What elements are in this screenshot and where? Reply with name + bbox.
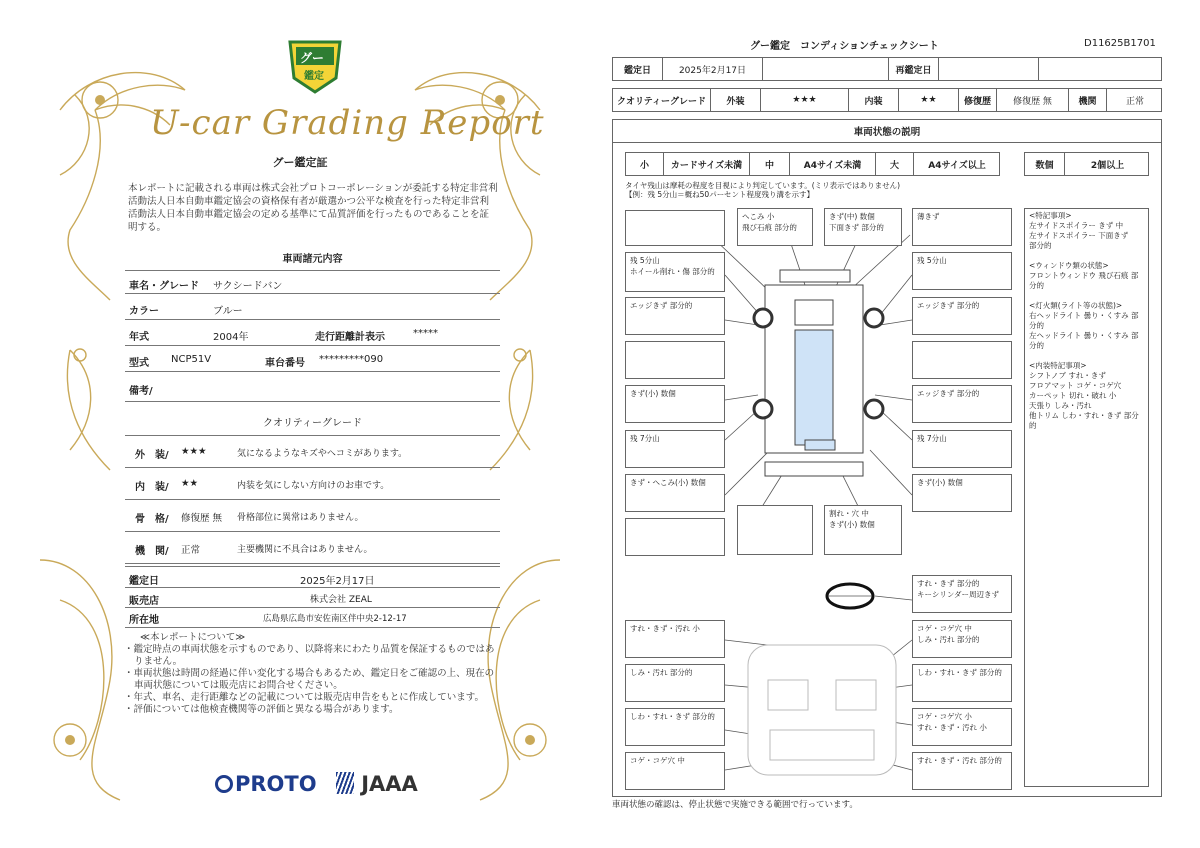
logo-area	[215, 772, 418, 796]
proto-logo-icon	[215, 775, 233, 793]
note-item: ・車両状態は時間の経過に伴い変化する場合もあるため、鑑定日をご確認の上、現在の車両状態については販売店にお問合せください。	[124, 668, 495, 691]
special-item: 左サイドスポイラー 下面きず	[1029, 231, 1129, 240]
ext-box-right-1: 薄きず	[912, 208, 1012, 246]
exterior-label: 外装	[711, 89, 761, 111]
ext-box-left-5: きず(小) 数個	[625, 385, 725, 423]
info-row-address	[125, 608, 500, 628]
spec-row-year	[125, 320, 500, 346]
jaaa-logo-icon	[336, 772, 354, 794]
quality-row	[125, 468, 500, 500]
script-title: U-car Grading Report	[150, 103, 545, 143]
special-item: 部分的	[1029, 241, 1052, 250]
ext-box-left-7: きず・へこみ(小) 数個	[625, 474, 725, 512]
window-item: フロントウィンドウ 飛び石痕 部分的	[1029, 271, 1139, 290]
quality-grade: ★★	[181, 478, 199, 489]
certificate-body: 本レポートに記載される車両は株式会社プロトコーポレーションが委託する特定非営利活動法人日本自動車鑑定協会の資格保有者が厳選かつ公平な検査を行った特定非営利活動法人日本自動車鑑定協会の定める基準にて品質評価を行ったものであることを証明する。	[128, 183, 498, 233]
info-row-date	[125, 566, 500, 588]
engine-label: 機関	[1069, 89, 1107, 111]
redate-label: 再鑑定日	[889, 58, 939, 80]
size-mid: 中	[750, 153, 790, 175]
year-value: 2004年	[213, 332, 249, 343]
int-box-left-3: しわ・すれ・きず 部分的	[625, 708, 725, 746]
date-label: 鑑定日	[129, 576, 159, 587]
interior-item: シフトノブ すれ・きず	[1029, 371, 1106, 380]
badge-top-text: グー	[300, 51, 325, 65]
jaaa-logo-text: JAAA	[361, 772, 418, 796]
ext-box-left-2: 残 5分山 ホイール削れ・傷 部分的	[625, 252, 725, 292]
spec-row-remarks	[125, 372, 500, 402]
date-value: 2025年2月17日	[300, 576, 375, 587]
color-value: ブルー	[213, 306, 243, 317]
color-label: カラー	[129, 306, 159, 317]
int-box-right-2: しわ・すれ・きず 部分的	[912, 664, 1012, 702]
repair-label: 修復歴	[959, 89, 997, 111]
ext-box-top-2: きず(中) 数個 下面きず 部分的	[824, 208, 902, 246]
special-heading: <特記事項>	[1029, 211, 1072, 220]
size-mid-desc: A4サイズ未満	[790, 153, 876, 175]
condition-title: 車両状態の説明	[612, 119, 1162, 143]
quality-row	[125, 500, 500, 532]
quality-desc: 骨格部位に異常はありません。	[237, 513, 364, 523]
special-item: 左サイドスポイラー きず 中	[1029, 221, 1124, 230]
date-label: 鑑定日	[613, 58, 663, 80]
quality-desc: 内装を気にしない方向けのお車です。	[237, 481, 390, 491]
ext-box-right-6: 残 7分山	[912, 430, 1012, 468]
year-label: 年式	[129, 332, 149, 343]
spec-row-model	[125, 346, 500, 372]
name-label: 車名・グレード	[129, 281, 199, 292]
ext-box-right-7: きず(小) 数個	[912, 474, 1012, 512]
report-id: D11625B1701	[1084, 38, 1156, 49]
quality-label: 外 装/	[135, 450, 169, 461]
quality-label: 機 関/	[135, 546, 169, 557]
interior-item: カーペット 切れ・破れ 小	[1029, 391, 1117, 400]
int-box-left-1: すれ・きず・汚れ 小	[625, 620, 725, 658]
mileage-value: *****	[413, 328, 438, 339]
quality-row	[125, 436, 500, 468]
lights-item: 左ヘッドライト 曇り・くすみ 部分的	[1029, 331, 1139, 350]
info-row-shop	[125, 588, 500, 608]
proto-logo-text: PROTO	[235, 772, 317, 796]
tire-note: タイヤ残山は摩耗の程度を目視により判定しています。(ミリ表示ではありません)	[625, 181, 901, 190]
report-notes	[120, 632, 495, 716]
repair-value: 修復歴 無	[997, 89, 1069, 111]
address-value: 広島県広島市安佐南区伴中央2-12-17	[263, 614, 407, 624]
ext-box-right-5: エッジきず 部分的	[912, 385, 1012, 423]
lights-heading: <灯火類(ライト等の状態)>	[1029, 301, 1123, 310]
size-count-desc: 2個以上	[1090, 160, 1125, 171]
size-small-desc: カードサイズ未満	[664, 153, 750, 175]
notes-title: ≪本レポートについて≫	[140, 632, 246, 643]
quality-grade: 正常	[181, 545, 201, 556]
model-label: 型式	[129, 358, 149, 369]
ext-box-left-6: 残 7分山	[625, 430, 725, 468]
size-count: 数個	[1025, 153, 1065, 175]
interior-item: フロアマット コゲ・コゲ穴	[1029, 381, 1122, 390]
certificate-title: グー鑑定証	[272, 156, 328, 169]
mileage-label: 走行距離計表示	[315, 332, 385, 343]
size-small: 小	[626, 153, 664, 175]
ext-box-right-3: エッジきず 部分的	[912, 297, 1012, 335]
quality-desc: 主要機関に不具合はありません。	[237, 545, 373, 555]
badge-bottom-text: 鑑定	[304, 71, 324, 82]
chassis-label: 車台番号	[265, 358, 305, 369]
interior-heading: <内装特記事項>	[1029, 361, 1087, 370]
ext-box-right-2: 残 5分山	[912, 252, 1012, 290]
size-large: 大	[876, 153, 914, 175]
window-heading: <ウィンドウ類の状態>	[1029, 261, 1109, 270]
int-box-left-2: しみ・汚れ 部分的	[625, 664, 725, 702]
ext-box-bottom-2: 割れ・穴 中 きず(小) 数個	[824, 505, 902, 555]
note-item: ・年式、車名、走行距離などの記載については販売店申告をもとに作成しています。	[124, 692, 485, 703]
remarks-label: 備考/	[129, 386, 153, 397]
date-value: 2025年2月17日	[663, 58, 763, 80]
ext-box-top-1: へこみ 小 飛び石痕 部分的	[737, 208, 813, 246]
specs-section-title: 車両諸元内容	[282, 254, 343, 265]
model-value: NCP51V	[171, 354, 212, 365]
interior-label: 内装	[849, 89, 899, 111]
lights-item: 右ヘッドライト 曇り・くすみ 部分的	[1029, 311, 1139, 330]
int-box-right-3: コゲ・コゲ穴 小 すれ・きず・汚れ 小	[912, 708, 1012, 746]
int-box-left-4: コゲ・コゲ穴 中	[625, 752, 725, 790]
quality-grade: 修復歴 無	[181, 513, 223, 524]
grade-label: クオリティーグレード	[613, 89, 711, 111]
quality-row	[125, 532, 500, 564]
spec-row-name	[125, 270, 500, 294]
quality-grade: ★★★	[181, 446, 207, 457]
note-item: ・鑑定時点の車両状態を示すものであり、以降将来にわたり品質を保証するものではありません。	[124, 644, 495, 667]
sheet-title: グー鑑定 コンディションチェックシート	[750, 41, 939, 52]
interior-item: 他トリム しわ・すれ・きず 部分的	[1029, 411, 1139, 430]
tire-example: 【例：残 5分山＝概ね50パーセント程度残り溝を示す】	[625, 190, 815, 199]
interior-value: ★★	[899, 89, 959, 111]
quality-section-title: クオリティーグレード	[263, 418, 362, 429]
quality-desc: 気になるようなキズやヘコミがあります。	[237, 449, 408, 459]
quality-label: 内 装/	[135, 482, 169, 493]
exterior-value: ★★★	[761, 89, 849, 111]
sheet-footer: 車両状態の確認は、停止状態で実施できる範囲で行っています。	[612, 800, 858, 810]
address-label: 所在地	[129, 615, 159, 626]
int-box-steering: すれ・きず 部分的 キーシリンダー周辺きず	[912, 575, 1012, 613]
size-large-desc: A4サイズ以上	[928, 160, 986, 171]
quality-label: 骨 格/	[135, 514, 169, 525]
shop-value: 株式会社 ZEAL	[310, 595, 372, 605]
note-item: ・評価については他検査機関等の評価と異なる場合があります。	[124, 704, 399, 715]
int-box-right-1: コゲ・コゲ穴 中 しみ・汚れ 部分的	[912, 620, 1012, 658]
engine-value: 正常	[1125, 96, 1144, 107]
shop-label: 販売店	[129, 596, 159, 607]
int-box-right-4: すれ・きず・汚れ 部分的	[912, 752, 1012, 790]
interior-item: 天張り しみ・汚れ	[1029, 401, 1092, 410]
spec-row-color	[125, 294, 500, 320]
ext-box-left-3: エッジきず 部分的	[625, 297, 725, 335]
condition-check-sheet	[600, 0, 1200, 848]
name-value: サクシードバン	[213, 281, 283, 292]
chassis-value: *********090	[319, 354, 384, 365]
